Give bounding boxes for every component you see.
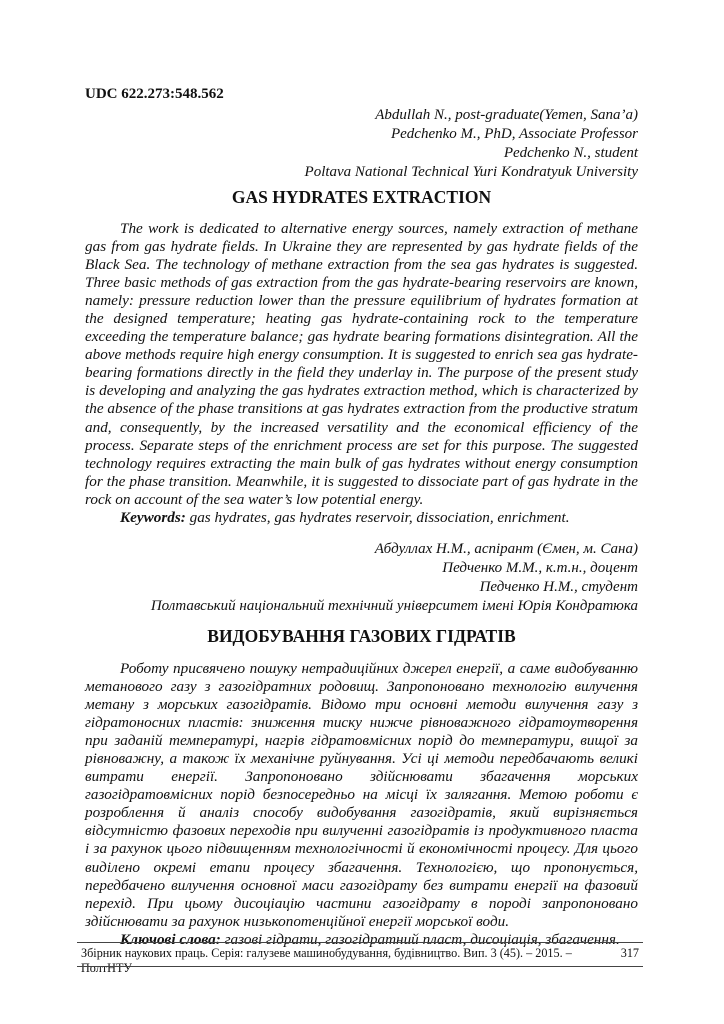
authors-block-en — [305, 106, 638, 182]
footer-rule-bottom — [77, 966, 643, 967]
author-line: Абдуллах Н.М., аспірант (Ємен, м. Сана) — [374, 541, 638, 557]
page-number: 317 — [620, 946, 639, 960]
keywords-label: Keywords: — [120, 508, 186, 526]
keywords-label: Ключові слова: — [120, 930, 221, 948]
author-line: Abdullah N., post-graduate(Yemen, Sana’a) — [375, 107, 638, 123]
author-line: Педченко М.М., к.т.н., доцент — [442, 560, 638, 576]
paper-title-ua: ВИДОБУВАННЯ ГАЗОВИХ ГІДРАТІВ — [207, 626, 516, 646]
affiliation-line: Poltava National Technical Yuri Kondratyuk University — [304, 164, 638, 180]
abstract-ua — [85, 660, 638, 949]
page-footer — [81, 946, 639, 976]
abstract-en — [85, 220, 638, 527]
author-line: Педченко Н.М., студент — [479, 579, 638, 595]
keywords-en — [85, 509, 638, 527]
affiliation-line: Полтавський національний технічний університет імені Юрія Кондратюка — [150, 598, 638, 614]
authors-block-ua — [151, 540, 638, 616]
journal-citation: Збірник наукових праць. Серія: галузеве машинобудування, будівництво. Вип. 3 (45). – 2015. – ПолтНТУ — [81, 946, 572, 975]
udc-code: UDC 622.273:548.562 — [85, 86, 224, 102]
author-line: Pedchenko M., PhD, Associate Professor — [390, 126, 638, 142]
author-line: Pedchenko N., student — [503, 145, 638, 161]
keywords-list: gas hydrates, gas hydrates reservoir, dissociation, enrichment. — [185, 508, 570, 526]
footer-rule-top — [77, 942, 643, 943]
keywords-list: газові гідрати, газогідратний пласт, дисоціація, збагачення. — [220, 930, 620, 948]
abstract-text: The work is dedicated to alternative energy sources, namely extraction of methane gas from gas hydrate fields. In Ukraine they are represented by gas hydrate fields of the Black Sea. The technology of methane extraction from the sea gas hydrates is suggested. Three basic methods of gas extraction from the gas hydrate-bearing reservoirs are known, namely: pressure reduction lower than the pressure equilibrium of hydrates formation at the designed temperature; heating gas hydrate-containing rock to the temperature exceeding the temperature balance; gas hydrate bearing formations disintegration. All the above methods require high energy consumption. It is suggested to enrich sea gas hydrate-bearing formations directly in the field they underlay in. The purpose of the present study is developing and analyzing the gas hydrates extraction method, which is characterized by the absence of the phase transitions at gas hydrates extraction from the productive stratum and, consequently, by the increased versatility and the economical efficiency of the process. Separate steps of the enrichment process are set for this purpose. The suggested technology requires extracting the main bulk of gas hydrates without energy consumption for the phase transition. Meanwhile, it is suggested to dissociate part of gas hydrate in the rock on account of the sea water’s low potential energy. — [85, 220, 638, 508]
paper-title-en: GAS HYDRATES EXTRACTION — [231, 187, 492, 207]
abstract-text: Роботу присвячено пошуку нетрадиційних джерел енергії, а саме видобуванню метанового газу з газогідратних родовищ. Запропоновано технологію вилучення метану з морських газогідратів. Відомо три основні методи вилучення газу з гідратоносних пластів: зниження тиску нижче рівноважного гідратоутворення при заданій температурі, нагрів гідратовмісних порід до температури, вищої за рівноважну, а також їх механічне руйнування. Усі ці методи передбачають великі витрати енергії. Запропоновано здійснювати збагачення морських газогідратовмісних порід безпосередньо на місці їх залягання. Метою роботи є розроблення й аналіз способу видобування газогідратів, який вирізняється відсутністю фазових переходів при вилученні газогідратів із продуктивного пласта і за рахунок цього підвищенням технологічності й економічності процесу. Для цього виділено окремі етапи процесу збагачення. Технологією, що пропонується, передбачено вилучення основної маси газогідрату без витрати енергії на фазовий перехід. При цьому дисоціацію частини газогідрату в породі запропоновано здійснювати за рахунок низькопотенційної енергії морської води. — [85, 660, 638, 930]
